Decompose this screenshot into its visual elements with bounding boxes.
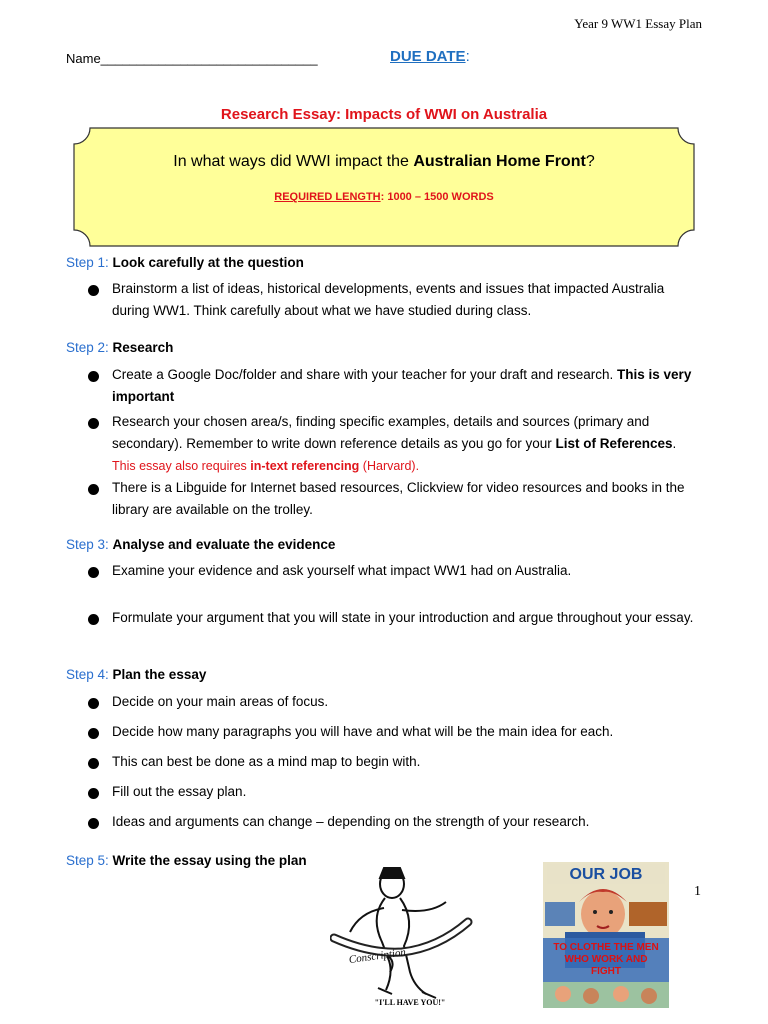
due-date <box>390 48 470 65</box>
poster-line-2: WHO WORK AND <box>564 954 648 965</box>
step-title: Look carefully at the question <box>112 255 304 270</box>
item-text-part: Create a Google Doc/folder and share with your teacher for your draft and research. <box>112 367 618 382</box>
item-text: Formulate your argument that you will state in your introduction and argue throughout your essay. <box>112 610 694 625</box>
required-length <box>72 191 696 203</box>
banner-shape <box>72 126 696 248</box>
list-item <box>88 411 698 477</box>
name-field: Name______________________________ <box>66 51 318 66</box>
list-item <box>88 560 698 582</box>
step-3 <box>66 537 335 552</box>
step-title: Analyse and evaluate the evidence <box>112 537 336 552</box>
step-number: Step 3: <box>66 537 109 552</box>
poster-heading: OUR JOB <box>569 866 643 883</box>
item-text: Fill out the essay plan. <box>112 784 247 799</box>
item-text-part: . <box>672 436 677 451</box>
question-focus: Australian Home Front <box>413 153 586 170</box>
bullet-icon <box>88 818 99 829</box>
item-emphasis: This is very important <box>112 367 692 404</box>
bullet-icon <box>88 728 99 739</box>
list-item <box>88 607 698 629</box>
item-text: Examine your evidence and ask yourself what impact WW1 had on Australia. <box>112 563 572 578</box>
item-text: Brainstorm a list of ideas, historical developments, events and issues that impacted Australia during WW1. Think carefully about what we have studied during class. <box>112 281 665 318</box>
step-2 <box>66 340 173 355</box>
item-text <box>112 411 698 477</box>
step-number: Step 4: <box>66 667 109 682</box>
step-title: Write the essay using the plan <box>112 853 307 868</box>
question-prefix: In what ways did WWI impact the <box>173 153 414 170</box>
required-length-value: : 1000 – 1500 WORDS <box>380 191 494 203</box>
list-item <box>88 691 698 713</box>
step-number: Step 5: <box>66 853 109 868</box>
page-number: 1 <box>694 884 701 899</box>
bullet-icon <box>88 484 99 495</box>
list-item <box>88 278 698 322</box>
due-date-colon: : <box>465 48 470 65</box>
document-header: Year 9 WW1 Essay Plan <box>574 16 702 31</box>
bullet-icon <box>88 567 99 578</box>
step-number: Step 1: <box>66 255 109 270</box>
due-date-label: DUE DATE <box>390 48 466 65</box>
item-text-part: Research your chosen area/s, finding specific examples, details and sources (primary and secondary). Remember to write down reference details as you go for your <box>112 414 650 451</box>
poster-line-3: FIGHT <box>591 966 621 977</box>
bullet-icon <box>88 614 99 625</box>
note-text: (Harvard). <box>359 459 420 473</box>
note-emphasis: in-text referencing <box>250 459 360 473</box>
list-item <box>88 811 698 833</box>
step-title: Research <box>112 340 174 355</box>
note-text: This essay also requires <box>112 459 251 473</box>
bullet-icon <box>88 418 99 429</box>
step-4 <box>66 667 206 682</box>
list-item <box>88 364 698 408</box>
step-5 <box>66 853 307 868</box>
cartoon-caption: "I'LL HAVE YOU!" <box>374 998 446 1007</box>
item-text <box>112 364 698 408</box>
list-item <box>88 781 698 803</box>
question-banner <box>72 126 696 248</box>
bullet-icon <box>88 788 99 799</box>
cartoon-label: Conscription <box>348 946 407 967</box>
list-item <box>88 751 698 773</box>
item-text: This can best be done as a mind map to begin with. <box>112 754 421 769</box>
question-text <box>72 153 696 171</box>
list-item <box>88 721 698 743</box>
bullet-icon <box>88 698 99 709</box>
conscription-cartoon-image <box>330 862 480 1012</box>
list-item <box>88 477 698 521</box>
bullet-icon <box>88 285 99 296</box>
bullet-icon <box>88 758 99 769</box>
required-length-label: REQUIRED LENGTH <box>274 191 381 203</box>
essay-title: Research Essay: Impacts of WWI on Australia <box>220 106 548 123</box>
question-suffix: ? <box>585 153 595 170</box>
item-text: Decide how many paragraphs you will have and what will be the main idea for each. <box>112 724 614 739</box>
item-text: Decide on your main areas of focus. <box>112 694 329 709</box>
step-1 <box>66 255 304 270</box>
step-number: Step 2: <box>66 340 109 355</box>
item-text: There is a Libguide for Internet based resources, Clickview for video resources and books in the library are available on the trolley. <box>112 480 685 517</box>
our-job-poster-image <box>543 862 669 1008</box>
bullet-icon <box>88 371 99 382</box>
poster-line-1: TO CLOTHE THE MEN <box>553 942 659 953</box>
item-text: Ideas and arguments can change – depending on the strength of your research. <box>112 814 590 829</box>
step-title: Plan the essay <box>112 667 207 682</box>
referencing-note <box>112 459 419 473</box>
item-emphasis: List of References <box>555 436 673 451</box>
